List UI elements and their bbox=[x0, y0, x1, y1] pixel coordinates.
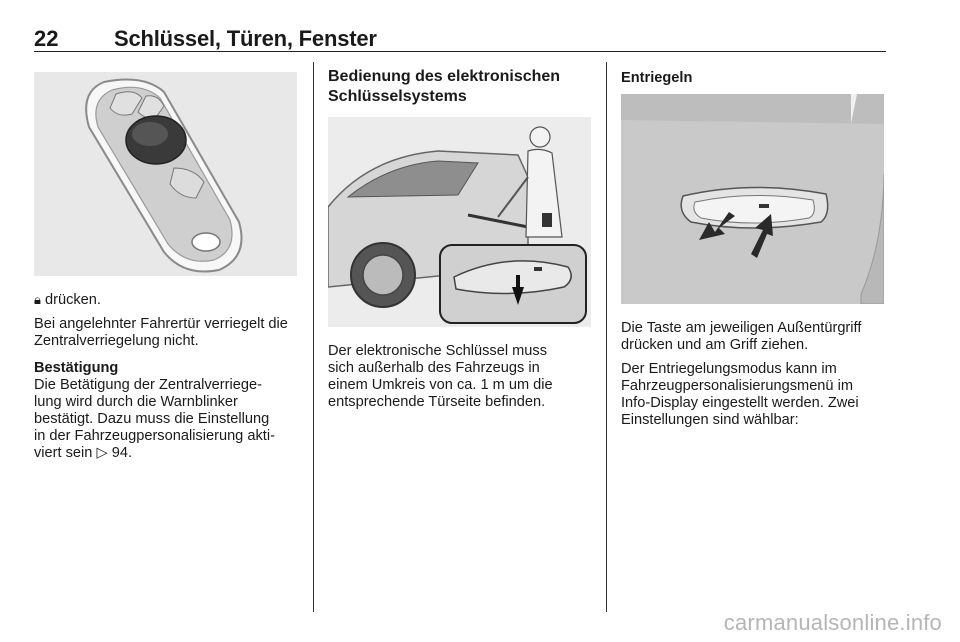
key-fob-illustration bbox=[34, 72, 297, 276]
confirmation-line bbox=[34, 445, 304, 462]
body-line: Fahrzeugpersonalisierungsmenü im bbox=[621, 378, 853, 394]
body-line: Die Taste am jeweiligen Außentürgriff bbox=[621, 320, 862, 336]
confirmation-line: bestätigt. Dazu muss die Einstellung bbox=[34, 411, 270, 427]
body-line: drücken und am Griff ziehen. bbox=[621, 337, 809, 353]
confirmation-line: in der Fahrzeugpersonalisierung akti- bbox=[34, 428, 275, 444]
column-3-text bbox=[621, 320, 891, 436]
press-instruction bbox=[34, 291, 304, 309]
column-1-text bbox=[34, 291, 304, 462]
confirmation-line: lung wird durch die Warnblinker bbox=[34, 394, 238, 410]
unlock-mode-paragraph bbox=[621, 361, 891, 429]
unlock-paragraph bbox=[621, 320, 891, 354]
page-number: 22 bbox=[34, 26, 59, 51]
page-header bbox=[34, 26, 886, 52]
section-heading-electronic-key bbox=[328, 67, 598, 107]
page-reference[interactable]: 94. bbox=[111, 445, 133, 461]
body-line: Der Entriegelungsmodus kann im bbox=[621, 361, 837, 377]
lock-icon: 🔒︎ bbox=[34, 292, 41, 307]
body-line: entsprechende Türseite befinden. bbox=[328, 394, 546, 410]
confirmation-heading: Bestätigung bbox=[34, 360, 119, 376]
column-2-text bbox=[328, 343, 600, 411]
confirmation-line: Die Betätigung der Zentralverriege- bbox=[34, 377, 262, 393]
door-ajar-paragraph: Bei angelehnter Fahrertür verriegelt die Zentralverriegelung nicht. bbox=[34, 316, 288, 349]
body-line: sich außerhalb des Fahrzeugs in bbox=[328, 360, 540, 376]
confirmation-text: viert sein bbox=[34, 445, 93, 461]
heading-line: Bedienung des elektronischen bbox=[328, 68, 561, 85]
body-line: einem Umkreis von ca. 1 m um die bbox=[328, 377, 553, 393]
press-text: drücken. bbox=[44, 292, 101, 308]
column-divider bbox=[606, 62, 607, 612]
column-divider bbox=[313, 62, 314, 612]
page-ref-icon: ▷ bbox=[96, 445, 108, 461]
body-line: Einstellungen sind wählbar: bbox=[621, 412, 799, 428]
door-handle-figure bbox=[621, 94, 884, 304]
watermark: carmanualsonline.info bbox=[723, 610, 942, 635]
body-line: Info-Display eingestellt werden. Zwei bbox=[621, 395, 859, 411]
section-heading-unlock: Entriegeln bbox=[621, 70, 693, 86]
page-title: Schlüssel, Türen, Fenster bbox=[114, 26, 377, 51]
body-line: Der elektronische Schlüssel muss bbox=[328, 343, 547, 359]
heading-line: Schlüsselsystems bbox=[328, 88, 467, 105]
car-door-figure bbox=[328, 117, 591, 327]
car-with-person-illustration bbox=[328, 117, 591, 327]
door-handle-illustration bbox=[621, 94, 884, 304]
key-fob-figure bbox=[34, 72, 297, 276]
